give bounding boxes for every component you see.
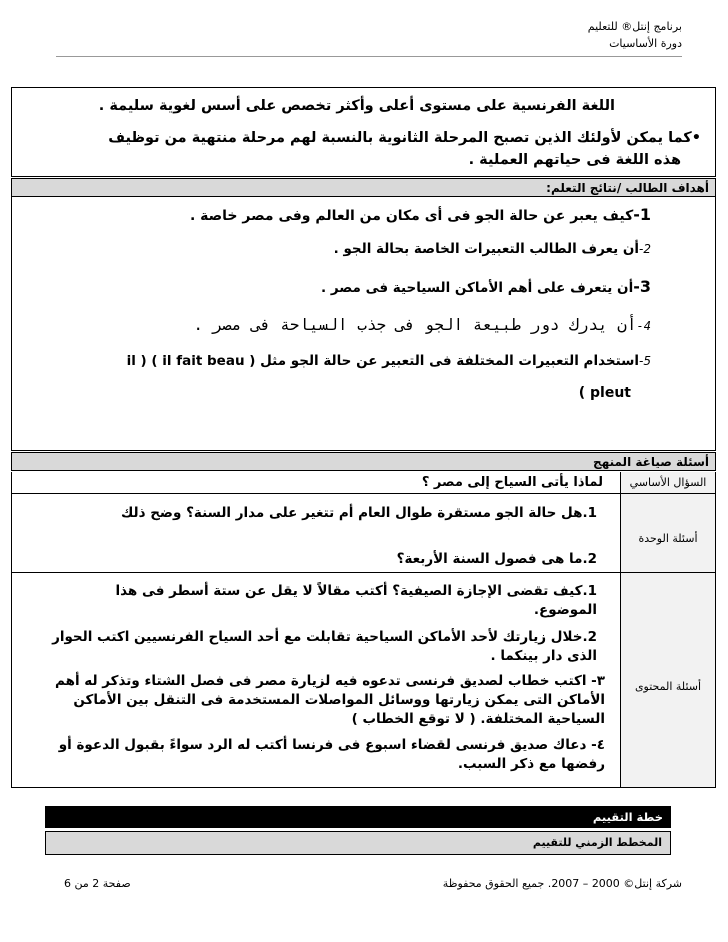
intro-box: [11, 87, 716, 177]
content-question-3: ٣- اكتب خطاب لصديق فرنسى تدعوه فيه لزيارة مصر فى فصل الشتاء وتذكر له أهم الأماكن التى يمكن زيارتها ووسائل المواصلات المستخدمة فى التنقل بين الأماكن السياحية المختلفة. ( لا توقع الخطاب ): [55, 673, 605, 727]
goal-item-5-cont: pleut ): [578, 385, 631, 401]
intro-line-1: اللغة الفرنسية على مستوى أعلى وأكثر تخصص على أسس لغوية سليمة .: [98, 98, 615, 114]
goals-box: [11, 197, 716, 451]
course-title: دورة الأساسيات: [609, 37, 682, 50]
goal-item-3: 3-أن يتعرف على أهم الأماكن السياحية فى مصر .: [320, 277, 651, 296]
goal-item-1: 1-كيف يعبر عن حالة الجو فى أى مكان من العالم وفى مصر خاصة .: [189, 205, 651, 224]
goals-heading: أهداف الطالب /نتائج التعلم:: [11, 178, 716, 197]
content-question-1: 1.كيف تقضى الإجازة الصيفية؟ أكتب مقالاً لا يقل عن ستة أسطر فى هذا الموضوع.: [115, 583, 597, 618]
goal-item-4: 4-أن يدرك دور طبيعة الجو فى جذب السياحة فى مصر .: [193, 315, 651, 334]
program-title: برنامج إنتل® للتعليم: [587, 20, 682, 33]
questions-table: [11, 472, 716, 788]
curriculum-heading: أسئلة صياغة المنهج: [11, 452, 716, 471]
assessment-plan-bar: خطة التقييم: [45, 806, 671, 828]
content-question-2: 2.خلال زيارتك لأحد الأماكن السياحية تقابلت مع أحد السياح الفرنسيين اكتب الحوار الذى دار بينكما .: [52, 629, 597, 664]
label-column: [620, 472, 715, 787]
content-question-4: ٤- دعاك صديق فرنسى لقضاء اسبوع فى فرنسا أكتب له الرد سواءً بقبول الدعوة أو رفضها مع ذكر السبب.: [58, 737, 605, 772]
essential-question-label: السؤال الأساسي: [629, 476, 707, 489]
intro-line-3: هذه اللغة فى حياتهم العملية .: [468, 152, 681, 168]
unit-question-2: 2.ما هى فصول السنة الأربعة؟: [396, 551, 597, 567]
footer-page-number: صفحة 2 من 6: [64, 877, 131, 890]
intro-line-2: •كما يمكن لأولئك الذين تصبح المرحلة الثانوية بالنسبة لهم مرحلة منتهية من توظيف: [108, 130, 701, 146]
unit-question-1: 1.هل حالة الجو مستقرة طوال العام أم تتغير على مدار السنة؟ وضح ذلك: [120, 505, 597, 521]
row-divider: [12, 572, 715, 573]
essential-question: لماذا يأتى السياح إلى مصر ؟: [421, 475, 603, 490]
goal-item-5: 5-استخدام التعبيرات المختلفة فى التعبير عن حالة الجو مثل ( il fait beau ) ( il: [126, 353, 651, 369]
unit-questions-label: أسئلة الوحدة: [638, 532, 698, 545]
content-questions-label: أسئلة المحتوى: [634, 680, 702, 693]
assessment-timeline-bar: المخطط الزمني للتقييم: [45, 831, 671, 855]
footer-copyright: شركة إنتل© 2000 – 2007. جميع الحقوق محفوظة: [442, 877, 682, 890]
header-divider: [56, 56, 682, 57]
goal-item-2: 2-أن يعرف الطالب التعبيرات الخاصة بحالة الجو .: [333, 241, 651, 257]
row-divider: [12, 493, 715, 494]
